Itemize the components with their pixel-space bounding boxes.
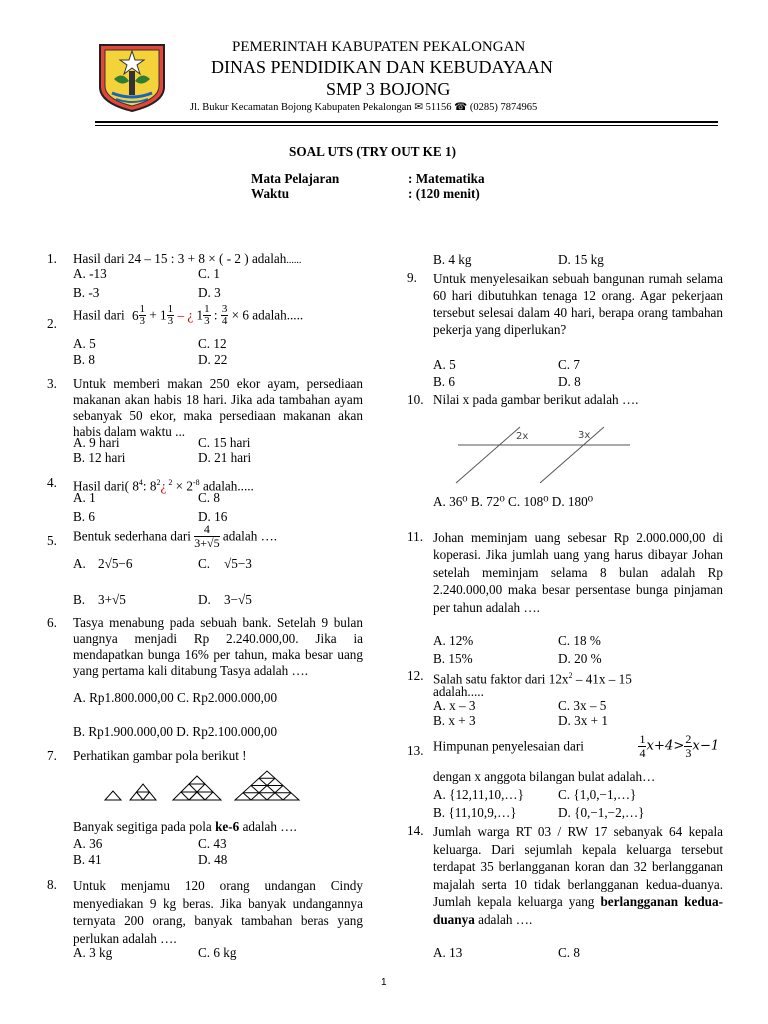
q12-sup: 2 (568, 671, 573, 680)
q7-t2b: ke-6 (215, 819, 240, 834)
q3-number: 3. (47, 376, 57, 391)
q5-frac: $\frac{4}{3+√5}$ (194, 522, 220, 550)
q2-option-c: C. 12 (198, 336, 227, 351)
q4-s3: 2 (166, 478, 173, 487)
q7-option-b: B. 41 (73, 852, 102, 867)
q3-option-b: B. 12 hari (73, 450, 126, 465)
q12-option-d: D. 3x + 1 (558, 713, 608, 728)
time-value: : (120 menit) (408, 186, 480, 201)
q2-colon: : (213, 307, 218, 323)
q1-dots: ...... (286, 255, 302, 266)
q3-option-d: D. 21 hari (198, 450, 252, 465)
triangle-pattern-figure (100, 770, 320, 804)
q13-option-b: B. {11,10,9,…} (433, 805, 517, 820)
q5-pre: Bentuk sederhana dari (73, 528, 191, 544)
q13-post: x−1 (692, 738, 720, 754)
q12-option-c: C. 3x – 5 (558, 698, 607, 713)
q8-option-c: C. 6 kg (198, 945, 237, 960)
q7-text: Perhatikan gambar pola berikut ! (73, 748, 247, 763)
q5-option-b: 3+√5 (98, 592, 126, 607)
q11-option-b: B. 15% (433, 651, 473, 666)
q6-number: 6. (47, 615, 57, 630)
q5-option-c: √5−3 (224, 556, 252, 571)
q2-option-a: A. 5 (73, 336, 96, 351)
q9-option-c: C. 7 (558, 357, 580, 372)
q11-text: Johan meminjam uang sebesar Rp 2.000.000,00 di koperasi. Jika jumlah uang yang harus dibayar Johan setelah meminjam selama 8 bulan adalah Rp 2.240.000,00 maka besar persentase bunga pinjaman per tahun adalah …. (433, 530, 723, 615)
q3-text: Untuk memberi makan 250 ekor ayam, persediaan makanan akan habis 18 hari. Jika ada tambahan ayam sebanyak 50 ekor, maka persediaan makanan akan habis dalam waktu ... (73, 376, 363, 439)
q7-t2c: adalah …. (239, 819, 297, 834)
q1-option-c: C. 1 (198, 266, 220, 281)
q7-number: 7. (47, 748, 57, 763)
q12-number: 12. (407, 668, 424, 683)
q10-options: A. 36⁰ B. 72⁰ C. 108⁰ D. 180⁰ (433, 494, 593, 509)
q8-text: Untuk menjamu 120 orang undangan Cindy menyediakan 9 kg beras. Jika banyak undangannya ternyata 200 orang, banyak tambahan beras yang perlukan adalah …. (73, 878, 363, 946)
q12-text3: adalah..... (433, 684, 484, 699)
q5-option-d: 3−√5 (224, 592, 252, 607)
q7-option-a: A. 36 (73, 836, 103, 851)
q6-option-bd: B. Rp1.900.000,00 D. Rp2.100.000,00 (73, 724, 278, 739)
q5-option-d-label: D. (198, 592, 211, 607)
q2-option-b: B. 8 (73, 352, 95, 367)
q14-number: 14. (407, 823, 424, 838)
header-rule (95, 121, 718, 123)
angle-label-2x: 2x (516, 431, 529, 442)
q5-number: 5. (47, 533, 57, 548)
q13-option-a: A. {12,11,10,…} (433, 787, 524, 802)
q14-t2: adalah …. (474, 911, 533, 927)
q4-t1: Hasil dari( 8 (73, 478, 139, 494)
q11-option-c: C. 18 % (558, 633, 601, 648)
page-number: 1 (381, 977, 387, 988)
q4-text (73, 475, 254, 494)
q2-text (73, 304, 303, 327)
school-logo (96, 41, 168, 113)
q11-option-a: A. 12% (433, 633, 474, 648)
q8-number: 8. (47, 877, 57, 892)
q4-option-b: B. 6 (73, 509, 95, 524)
q2-frac1: $\frac{1}{3}$ (139, 303, 146, 327)
q5-option-c-label: C. (198, 556, 211, 571)
q5-option-b-label: B. (73, 592, 86, 607)
q10-text: Nilai x pada gambar berikut adalah …. (433, 392, 639, 407)
q13-option-d: D. {0,−1,−2,…} (558, 805, 645, 820)
q14-text (433, 823, 723, 929)
q14-option-a: A. 13 (433, 945, 463, 960)
q13-frac2: $\frac{2}{3}$ (685, 732, 692, 760)
q4-t4: × 2 (172, 478, 193, 494)
q12-t2: – 41x – 15 (572, 671, 632, 687)
q3-option-c: C. 15 hari (198, 435, 251, 450)
q1-option-a: A. -13 (73, 266, 107, 281)
q13-text2: dengan x anggota bilangan bulat adalah… (433, 769, 656, 784)
q7-t2a: Banyak segitiga pada pola (73, 819, 216, 834)
q11-number: 11. (407, 529, 423, 544)
q14-t1: Jumlah warga RT 03 / RW 17 sebanyak 64 kepala keluarga. Dari sejumlah kepala keluarga tersebut terdapat 35 berlangganan koran dan 32 berlangganan majalah serta 10 tidak berlangganan kedua-duanya. Jumlah kepala keluarga yang (433, 824, 723, 910)
q2-number: 2. (47, 316, 57, 331)
q2-frac4: $\frac{3}{4}$ (221, 303, 228, 327)
q2-mid: – ¿ (177, 307, 194, 323)
header-address: Jl. Bukur Kecamatan Bojong Kabupaten Pekalongan ✉ 51156 ☎ (0285) 7874965 (190, 102, 538, 113)
q2-pre: Hasil dari (73, 307, 125, 323)
angle-label-3x: 3x (578, 430, 591, 441)
parallel-lines-figure (450, 423, 635, 485)
q2-frac2: $\frac{1}{3}$ (167, 303, 174, 327)
q1-option-b: B. -3 (73, 285, 100, 300)
q1-text (73, 251, 301, 269)
q4-option-a: A. 1 (73, 490, 96, 505)
q2-w3: 1 (196, 307, 204, 323)
q13-mid: x+4> (646, 738, 685, 754)
q4-option-d: D. 16 (198, 509, 228, 524)
q14-bold: berlangganan kedua-duanya (433, 894, 723, 927)
header-line1: PEMERINTAH KABUPATEN PEKALONGAN (232, 39, 526, 55)
q9-option-d: D. 8 (558, 374, 581, 389)
q9-option-b: B. 6 (433, 374, 455, 389)
q8-option-a: A. 3 kg (73, 945, 113, 960)
q1-number: 1. (47, 251, 57, 266)
q4-s2: 2 (156, 478, 161, 487)
q2-post: × 6 adalah..... (231, 307, 304, 323)
q4-t2: : 8 (142, 478, 157, 494)
q12-option-b: B. x + 3 (433, 713, 476, 728)
q1-stem: Hasil dari 24 – 15 : 3 + 8 × ( - 2 ) adalah (73, 251, 287, 266)
time-label: Waktu (251, 186, 290, 201)
q9-text: Untuk menyelesaikan sebuah bangunan rumah selama 60 hari dibutuhkan tenaga 12 orang. Agar pekerjaan tersebut selesai dalam 40 hari, berapa orang tambahan pekerja yang diperlukan? (433, 271, 723, 337)
header-line3: SMP 3 BOJONG (326, 79, 451, 99)
q1-option-d: D. 3 (198, 285, 221, 300)
subject-value: : Matematika (408, 171, 485, 186)
q7-option-d: D. 48 (198, 852, 228, 867)
q3-option-a: A. 9 hari (73, 435, 120, 450)
q9-number: 9. (407, 270, 417, 285)
q2-plus: + 1 (149, 307, 167, 323)
q13-frac1: $\frac{1}{4}$ (639, 732, 646, 760)
q4-t5: adalah..... (199, 478, 254, 494)
q4-t3: ¿ (160, 478, 167, 494)
q4-option-c: C. 8 (198, 490, 220, 505)
q5-option-a: 2√5−6 (98, 556, 133, 571)
q5-post: adalah …. (222, 528, 278, 544)
q9-option-a: A. 5 (433, 357, 456, 372)
q4-number: 4. (47, 475, 57, 490)
q13-option-c: C. {1,0,−1,…} (558, 787, 637, 802)
q14-option-c: C. 8 (558, 945, 580, 960)
header-line2: DINAS PENDIDIKAN DAN KEBUDAYAAN (211, 57, 553, 77)
q12-t1: Salah satu faktor dari 12x (433, 671, 569, 687)
q5-text (73, 523, 277, 550)
q13-pre: Himpunan penyelesaian dari (433, 738, 584, 754)
q5-option-a-label: A. (73, 556, 86, 571)
header-rule-thin (95, 125, 718, 126)
q4-s1: 4 (138, 478, 143, 487)
q12-option-a: A. x – 3 (433, 698, 476, 713)
q13-number: 13. (407, 743, 424, 758)
q7-option-c: C. 43 (198, 836, 227, 851)
q8-option-b: B. 4 kg (433, 252, 472, 267)
q10-number: 10. (407, 392, 424, 407)
exam-title: SOAL UTS (TRY OUT KE 1) (289, 144, 456, 159)
q8-option-d: D. 15 kg (558, 252, 604, 267)
subject-label: Mata Pelajaran (251, 171, 340, 186)
q2-w1: 6 (131, 307, 139, 323)
q6-option-ac: A. Rp1.800.000,00 C. Rp2.000.000,00 (73, 690, 278, 705)
q4-s4: -8 (192, 478, 200, 487)
q6-text: Tasya menabung pada sebuah bank. Setelah 9 bulan uangnya menjadi Rp 2.240.000,00. Jika ia mendapatkan bunga 16% per tahun, maka besar uang yang pertama kali ditabung Tasya adalah …. (73, 615, 363, 678)
q13-text (433, 733, 719, 760)
q7-text2 (73, 819, 297, 835)
q11-option-d: D. 20 % (558, 651, 602, 666)
q2-option-d: D. 22 (198, 352, 228, 367)
q2-frac3: $\frac{1}{3}$ (204, 303, 210, 327)
